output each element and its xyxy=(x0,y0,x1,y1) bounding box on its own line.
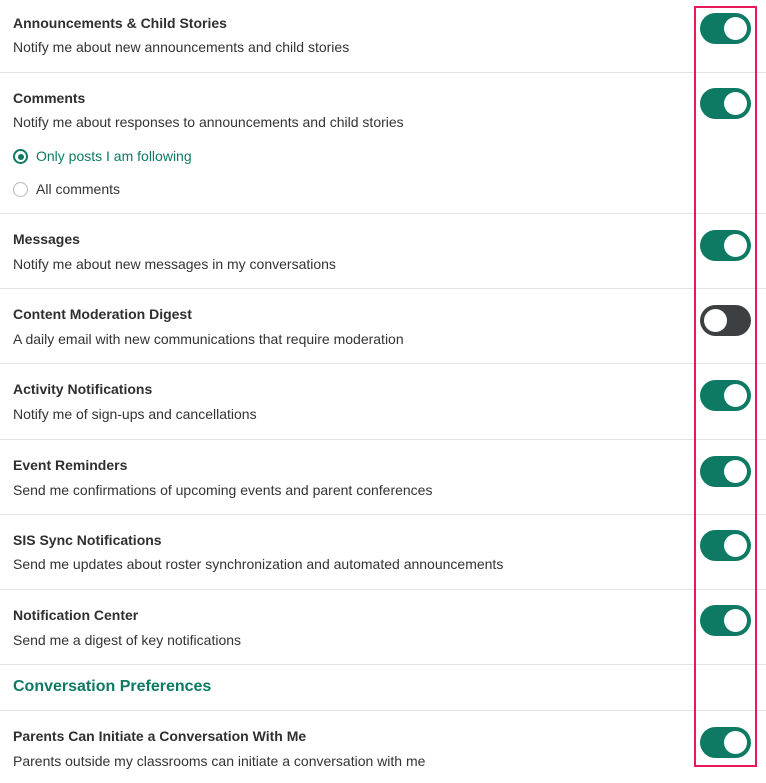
setting-row-parents-initiate xyxy=(0,711,766,783)
setting-description: Notify me about new announcements and child stories xyxy=(13,39,350,55)
radio-label: All comments xyxy=(36,181,121,197)
setting-description: A daily email with new communications that require moderation xyxy=(13,331,404,347)
messages-toggle[interactable] xyxy=(700,230,751,261)
setting-row-activity xyxy=(0,364,766,440)
sis-sync-toggle[interactable] xyxy=(700,530,751,561)
setting-description: Notify me about responses to announcements and child stories xyxy=(13,114,404,130)
setting-title: Announcements & Child Stories xyxy=(13,15,227,31)
setting-title: Parents Can Initiate a Conversation With Me xyxy=(13,728,307,744)
section-heading-conversation-preferences: Conversation Preferences xyxy=(13,678,212,695)
radio-only-following[interactable] xyxy=(13,148,213,168)
setting-title: Content Moderation Digest xyxy=(13,306,192,322)
setting-row-sis-sync xyxy=(0,515,766,590)
setting-title: SIS Sync Notifications xyxy=(13,532,162,548)
toggle-knob xyxy=(724,92,747,115)
moderation-digest-toggle[interactable] xyxy=(700,305,751,336)
setting-description: Notify me of sign-ups and cancellations xyxy=(13,406,257,422)
setting-row-announcements xyxy=(0,0,766,73)
radio-unselected-icon xyxy=(13,182,28,197)
setting-row-moderation-digest xyxy=(0,289,766,364)
notification-center-toggle[interactable] xyxy=(700,605,751,636)
toggle-knob xyxy=(724,609,747,632)
setting-row-event-reminders xyxy=(0,440,766,515)
radio-all-comments[interactable] xyxy=(13,181,143,201)
setting-row-comments xyxy=(0,73,766,214)
radio-label: Only posts I am following xyxy=(36,148,192,164)
toggle-knob xyxy=(704,309,727,332)
radio-selected-icon xyxy=(13,149,28,164)
comments-toggle[interactable] xyxy=(700,88,751,119)
parents-initiate-toggle[interactable] xyxy=(700,727,751,758)
announcements-toggle[interactable] xyxy=(700,13,751,44)
setting-description: Parents outside my classrooms can initiate a conversation with me xyxy=(13,753,426,769)
setting-description: Send me updates about roster synchronization and automated announcements xyxy=(13,556,504,572)
toggle-knob xyxy=(724,17,747,40)
setting-row-notification-center xyxy=(0,590,766,665)
setting-title: Comments xyxy=(13,90,86,106)
activity-toggle[interactable] xyxy=(700,380,751,411)
setting-description: Send me confirmations of upcoming events and parent conferences xyxy=(13,482,433,498)
setting-description: Notify me about new messages in my conversations xyxy=(13,256,336,272)
setting-title: Event Reminders xyxy=(13,457,128,473)
setting-description: Send me a digest of key notifications xyxy=(13,632,242,648)
setting-row-messages xyxy=(0,214,766,289)
setting-title: Activity Notifications xyxy=(13,381,153,397)
event-reminders-toggle[interactable] xyxy=(700,456,751,487)
setting-title: Notification Center xyxy=(13,607,139,623)
setting-title: Messages xyxy=(13,231,80,247)
toggle-knob xyxy=(724,384,747,407)
toggle-knob xyxy=(724,731,747,754)
toggle-knob xyxy=(724,234,747,257)
toggle-knob xyxy=(724,460,747,483)
toggle-knob xyxy=(724,534,747,557)
